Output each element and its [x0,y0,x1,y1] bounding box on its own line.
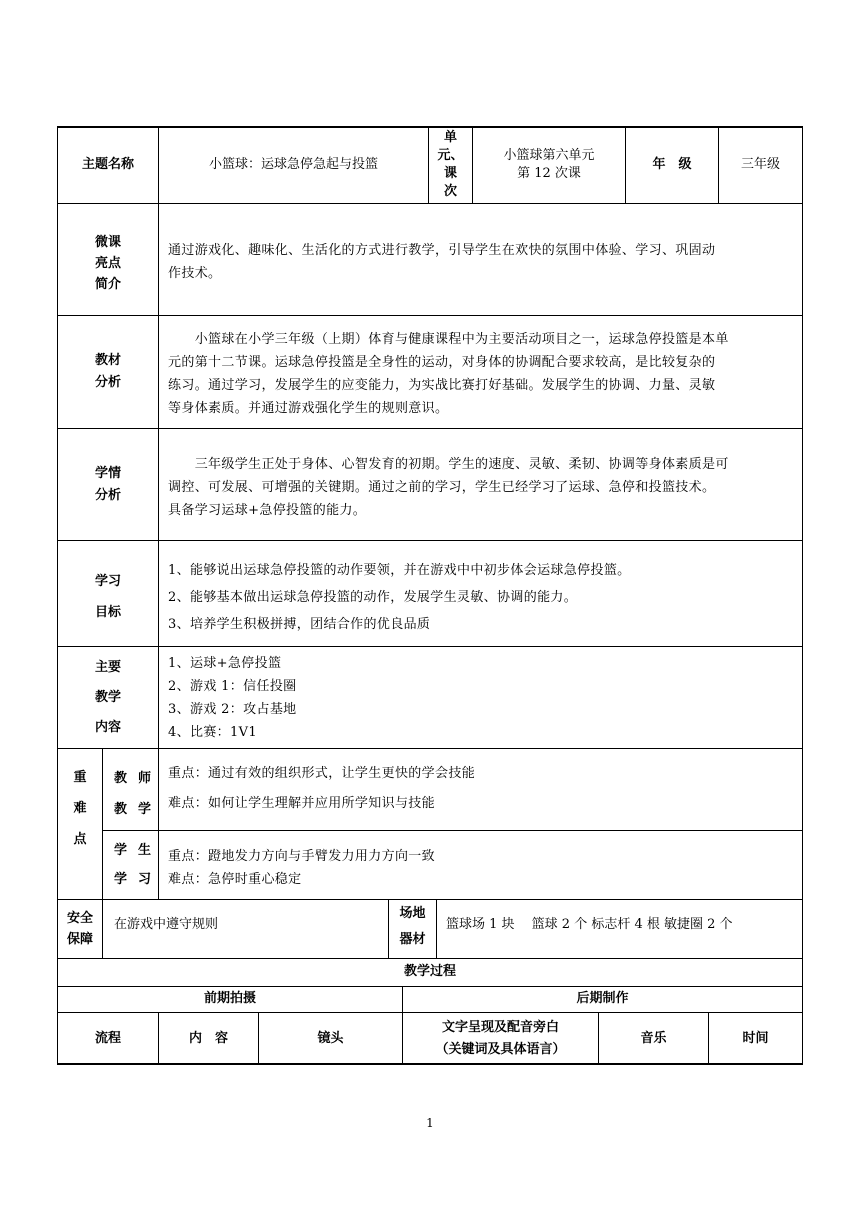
objectives-label: 学习 目标 [94,574,121,620]
material-text: 小篮球在小学三年级（上期）体育与健康课程中为主要活动项目之一，运球急停投篮是本单 元的第十二节课。运球急停投篮是全身性的运动，对身体的协调配合要求较高，是比较复杂的 练习。通过学习，发展学生的应变能力，为实战比赛打好基础。发展学生的协调、力量、灵敏 等身体素质。并通过游戏强化学生的规则意识。 [168,332,729,416]
student-points: 重点：蹬地发力方向与手臂发力用力方向一致 难点：急停时重心稳定 [168,849,436,887]
objective-item: 3、培养学生积极拼搏，团结合作的优良品质 [168,617,431,632]
page-number: 1 [426,1116,434,1130]
learner-text: 三年级学生正处于身体、心智发育的初期。学生的速度、灵敏、柔韧、协调等身体素质是可 调控、可发展、可增强的关键期。通过之前的学习，学生已经学习了运球、急停和投篮技术。 具备学习运球+急停投篮的能力。 [168,457,729,518]
learner-label: 学情 分析 [94,466,121,503]
content-item: 4、比赛：1V1 [168,725,258,740]
venue-label: 场地 器材 [399,906,426,947]
col-shot: 镜头 [317,1031,344,1046]
key-points-label: 重 难 点 [73,770,87,847]
content-item: 1、运球+急停投篮 [168,656,282,671]
objective-item: 2、能够基本做出运球急停投篮的动作，发展学生灵敏、协调的能力。 [168,590,578,605]
venue-value: 篮球场 1 块 篮球 2 个 标志杆 4 根 敏捷圈 2 个 [446,917,733,932]
material-label: 教材 分析 [94,353,121,390]
teacher-label: 教 师 教 学 [114,771,151,817]
col-text-narration: 文字呈现及配音旁白 （关键词及具体语言） [435,1020,566,1057]
content-label: 主要 教学 内容 [94,660,121,735]
unit-label: 单 元、 课 次 [437,130,464,199]
col-time: 时间 [742,1031,769,1046]
grade-value: 三年级 [740,157,780,172]
content-list [168,652,798,744]
safety-label: 安全 保障 [66,911,93,947]
highlight-label: 微课 亮点 简介 [94,235,121,292]
theme-label: 主题名称 [81,157,134,172]
objective-item: 1、能够说出运球急停投篮的动作要领，并在游戏中中初步体会运球急停投篮。 [168,563,631,578]
grade-label: 年 级 [652,157,692,172]
content-item: 2、游戏 1：信任投圈 [168,679,297,694]
unit-value: 小篮球第六单元 第 12 次课 [503,148,595,181]
teacher-points: 重点：通过有效的组织形式，让学生更快的学会技能 难点：如何让学生理解并应用所学知识与技能 [168,766,476,811]
student-label: 学 生 学 习 [114,843,151,887]
safety-value: 在游戏中遵守规则 [114,917,219,932]
highlight-text: 通过游戏化、趣味化、生活化的方式进行教学，引导学生在欢快的氛围中体验、学习、巩固动 作技术。 [168,243,716,281]
post-production-label: 后期制作 [576,991,629,1006]
col-flow: 流程 [94,1031,121,1046]
content-item: 3、游戏 2：攻占基地 [168,702,297,717]
objectives-list [168,557,798,638]
process-title: 教学过程 [403,964,456,979]
pre-shoot-label: 前期拍摄 [203,991,256,1006]
col-music: 音乐 [640,1031,667,1046]
col-content: 内 容 [188,1031,228,1046]
theme-value: 小篮球：运球急停急起与投篮 [208,157,378,172]
